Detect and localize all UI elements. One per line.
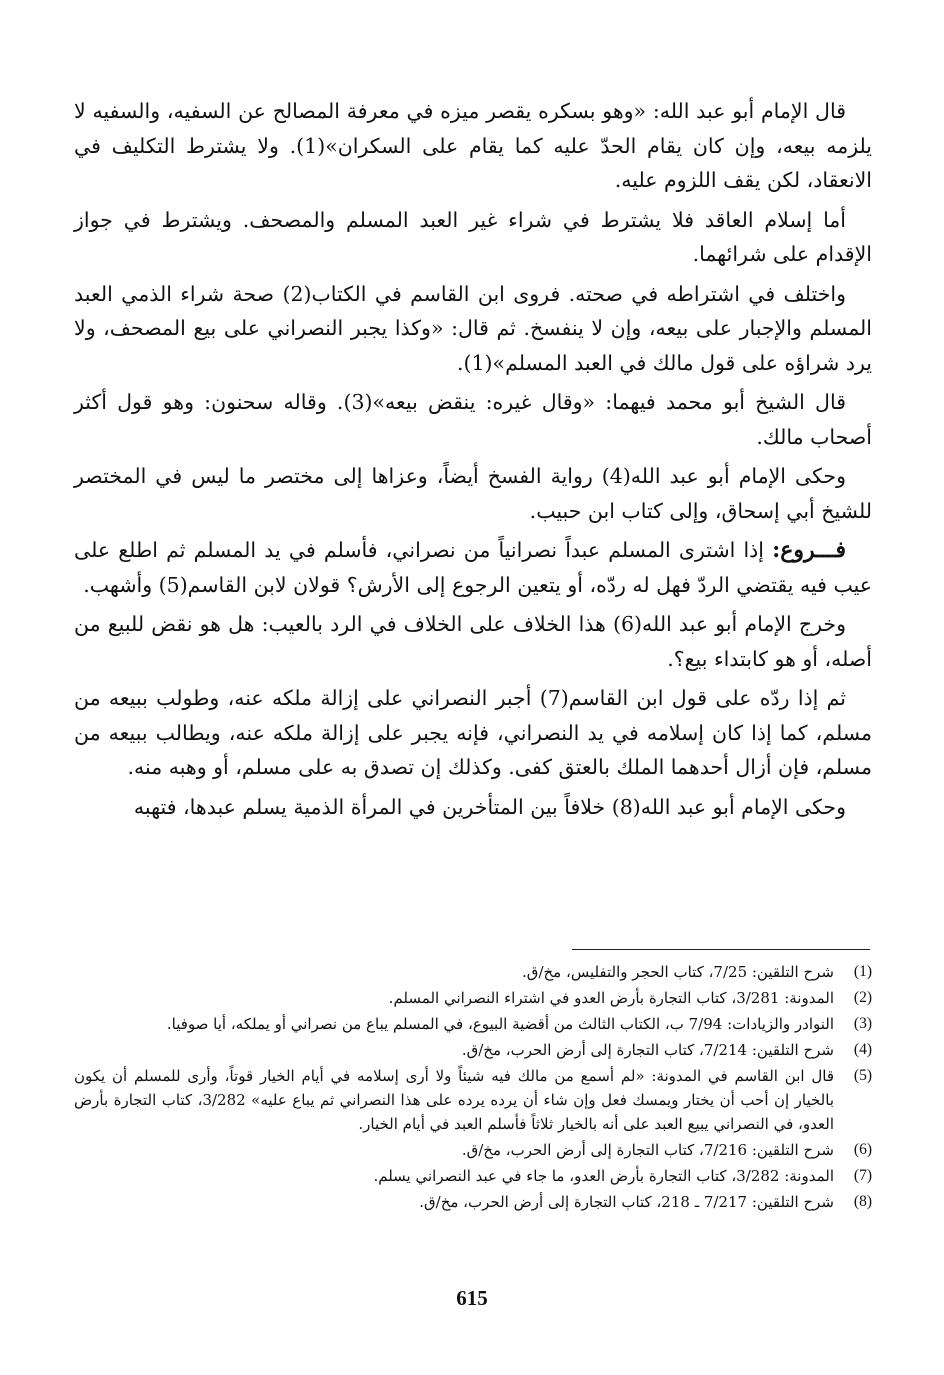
paragraph: وخرج الإمام أبو عبد الله(6) هذا الخلاف على الخلاف في الرد بالعيب: هل هو نقض للبيع من أصله، أو هو كابتداء بيع؟. <box>74 612 872 671</box>
furu-text: إذا اشترى المسلم عبداً نصرانياً من نصراني، فأسلم في يد المسلم ثم اطلع على عيب فيه يقتضي الردّ فهل له ردّه، أو يتعين الرجوع إلى الأرش؟ قولان لابن القاسم(5) وأشهب. <box>74 538 872 597</box>
footnote-text: المدونة: 3/281، كتاب التجارة بأرض العدو في اشتراء النصراني المسلم. <box>388 989 834 1007</box>
footnote <box>74 1190 872 1214</box>
footnote-text: شرح التلقين: 7/217 ـ 218، كتاب التجارة إلى أرض الحرب، مخ/ق. <box>419 1193 834 1211</box>
footnote-text: شرح التلقين: 7/216، كتاب التجارة إلى أرض الحرب، مخ/ق. <box>461 1141 834 1159</box>
footnote <box>74 960 872 984</box>
footnote-text: شرح التلقين: 7/214، كتاب التجارة إلى أرض الحرب، مخ/ق. <box>461 1041 834 1059</box>
paragraph: وحكى الإمام أبو عبد الله(4) رواية الفسخ أيضاً، وعزاها إلى مختصر ما ليس في المختصر للشيخ أبي إسحاق، وإلى كتاب ابن حبيب. <box>74 464 872 523</box>
footnote-number: (5) <box>853 1067 872 1084</box>
footnote <box>74 1038 872 1062</box>
footnote-number: (3) <box>853 1015 872 1032</box>
footnote-divider <box>572 949 870 950</box>
page-number: 615 <box>456 1286 488 1310</box>
furu-paragraph <box>74 533 872 602</box>
footnote-number: (7) <box>853 1167 872 1184</box>
footnote-number: (8) <box>853 1193 872 1210</box>
footnote <box>74 1012 872 1036</box>
footnote-number: (2) <box>853 989 872 1006</box>
paragraph: وحكى الإمام أبو عبد الله(8) خلافاً بين المتأخرين في المرأة الذمية يسلم عبدها، فتهبه <box>133 794 846 819</box>
footnote <box>74 1138 872 1162</box>
footnote-number: (1) <box>853 963 872 980</box>
paragraph: واختلف في اشتراطه في صحته. فروى ابن القاسم في الكتاب(2) صحة شراء الذمي العبد المسلم والإجبار على بيعه، وإن لا ينفسخ. ثم قال: «وكذا يجبر النصراني على بيع المصحف، ولا يرد شراؤه على قول مالك في العبد المسلم»(1). <box>74 281 872 375</box>
paragraph: أما إسلام العاقد فلا يشترط في شراء غير العبد المسلم والمصحف. ويشترط في جواز الإقدام على شرائهما. <box>74 207 872 266</box>
footnote-text: شرح التلقين: 7/25، كتاب الحجر والتفليس، مخ/ق. <box>522 963 834 981</box>
paragraph: قال الإمام أبو عبد الله: «وهو بسكره يقصر ميزه في معرفة المصالح عن السفيه، والسفيه لا يلزمه بيعه، وإن كان يقام الحدّ عليه كما يقام على السكران»(1). ولا يشترط التكليف في الانعقاد، لكن يقف اللزوم عليه. <box>74 99 873 192</box>
footnotes <box>74 960 872 1216</box>
footnote <box>74 1064 872 1136</box>
footnote-text: قال ابن القاسم في المدونة: «لم أسمع من مالك فيه شيئاً ولا أرى إسلامه في أيام الخيار قوتاً، وأرى للمسلم أن يكون بالخيار إن أحب أن يختار ويمسك فعل وإن شاء أن يرده يرده على هذا النصراني ثم يباع عليه» 3/282، كتاب التجارة بأرض العدو، في النصراني يبيع العبد على أنه بالخيار ثلاثاً فأسلم العبد في أيام الخيار. <box>74 1067 834 1133</box>
footnote-number: (6) <box>853 1141 872 1158</box>
paragraph: قال الشيخ أبو محمد فيهما: «وقال غيره: ينقض بيعه»(3). وقاله سحنون: وهو قول أكثر أصحاب مالك. <box>74 390 872 449</box>
footnote-text: المدونة: 3/282، كتاب التجارة بأرض العدو، ما جاء في عبد النصراني يسلم. <box>373 1167 834 1185</box>
main-text <box>74 94 872 829</box>
footnote <box>74 986 872 1010</box>
furu-label: فـــروع: <box>772 537 846 563</box>
paragraph: ثم إذا ردّه على قول ابن القاسم(7) أجبر النصراني على إزالة ملكه عنه، وطولب ببيعه من مسلم، كما إذا كان إسلامه في يد النصراني، فإنه يجبر على إزالة ملكه عنه، ويطالب ببيعه من مسلم، فإن أزال أحدهما الملك بالعتق كفى. وكذلك إن تصدق به على مسلم، أو وهبه منه. <box>74 686 872 779</box>
footnote <box>74 1164 872 1188</box>
footnote-number: (4) <box>853 1041 872 1058</box>
footnote-text: النوادر والزيادات: 7/94 ب، الكتاب الثالث من أقضية البيوع، في المسلم يباع من نصراني أو يملكه، أيا صوفيا. <box>166 1015 834 1033</box>
